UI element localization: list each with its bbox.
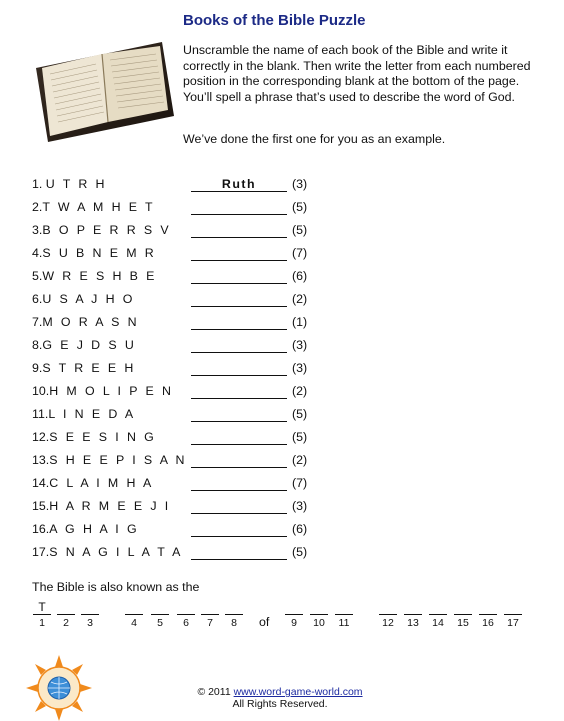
- letter-position: (5): [292, 545, 308, 559]
- letter-position: (3): [292, 177, 308, 191]
- website-link[interactable]: www.word-game-world.com: [233, 686, 363, 698]
- answer-blank[interactable]: [191, 338, 287, 353]
- phrase-slot-2[interactable]: 2: [57, 600, 75, 630]
- puzzle-row-2: [32, 200, 362, 223]
- puzzle-row-11: [32, 407, 362, 430]
- puzzle-clue: 1. U T R H: [32, 177, 107, 191]
- puzzle-clue: 16.A G H A I G: [32, 522, 139, 536]
- phrase-slot-11[interactable]: 11: [335, 600, 353, 630]
- answer-blank[interactable]: [191, 223, 287, 238]
- puzzle-row-14: [32, 476, 362, 499]
- answer-blank[interactable]: [191, 384, 287, 399]
- phrase-slot-15[interactable]: 15: [454, 600, 472, 630]
- puzzle-clue: 15.H A R M E E J I: [32, 499, 171, 513]
- puzzle-row-17: [32, 545, 362, 568]
- letter-position: (5): [292, 407, 308, 421]
- phrase-slot-10[interactable]: 10: [310, 600, 328, 630]
- example-note: We’ve done the first one for you as an example.: [183, 132, 446, 146]
- letter-position: (3): [292, 361, 308, 375]
- phrase-prompt: The Bible is also known as the: [32, 580, 200, 594]
- phrase-slot-3[interactable]: 3: [81, 600, 99, 630]
- instructions-text: Unscramble the name of each book of the Bible and write it correctly in the blank. Then write the letter from each numbered position in the corresponding blank at the bottom of the page. You’ll spell a phrase that’s used to describe the word of God.: [183, 43, 531, 104]
- phrase-slot-6[interactable]: 6: [177, 600, 195, 630]
- phrase-slot-17[interactable]: 17: [504, 600, 522, 630]
- puzzle-row-13: [32, 453, 362, 476]
- phrase-slot-4[interactable]: 4: [125, 600, 143, 630]
- puzzle-clue: 10.H M O L I P E N: [32, 384, 174, 398]
- answer-blank[interactable]: [191, 522, 287, 537]
- copyright-line: © 2011 www.word-game-world.com: [197, 686, 363, 698]
- puzzle-row-10: [32, 384, 362, 407]
- puzzle-row-9: [32, 361, 362, 384]
- word-game-world-logo: [26, 655, 92, 721]
- answer-blank[interactable]: [191, 315, 287, 330]
- puzzle-clue: 6.U S A J H O: [32, 292, 135, 306]
- letter-position: (5): [292, 223, 308, 237]
- phrase-slot-9[interactable]: 9: [285, 600, 303, 630]
- phrase-slot-5[interactable]: 5: [151, 600, 169, 630]
- letter-position: (2): [292, 453, 308, 467]
- puzzle-list: [32, 177, 362, 568]
- puzzle-row-8: [32, 338, 362, 361]
- letter-position: (3): [292, 338, 308, 352]
- answer-blank[interactable]: [191, 545, 287, 560]
- letter-position: (7): [292, 476, 308, 490]
- puzzle-clue: 2.T W A M H E T: [32, 200, 156, 214]
- puzzle-clue: 13.S H E E P I S A N: [32, 453, 187, 467]
- puzzle-row-4: [32, 246, 362, 269]
- answer-blank[interactable]: Ruth: [191, 177, 287, 192]
- puzzle-row-7: [32, 315, 362, 338]
- phrase-slot-8[interactable]: 8: [225, 600, 243, 630]
- answer-blank[interactable]: [191, 292, 287, 307]
- phrase-slot-1[interactable]: T 1: [33, 600, 51, 630]
- puzzle-clue: 8.G E J D S U: [32, 338, 137, 352]
- puzzle-row-6: [32, 292, 362, 315]
- answer-blank[interactable]: [191, 200, 287, 215]
- puzzle-row-3: [32, 223, 362, 246]
- letter-position: (5): [292, 430, 308, 444]
- puzzle-row-15: [32, 499, 362, 522]
- phrase-slot-16[interactable]: 16: [479, 600, 497, 630]
- puzzle-row-1: [32, 177, 362, 200]
- answer-blank[interactable]: [191, 246, 287, 261]
- answer-blank[interactable]: [191, 407, 287, 422]
- answer-blank[interactable]: [191, 361, 287, 376]
- phrase-slot-13[interactable]: 13: [404, 600, 422, 630]
- puzzle-clue: 4.S U B N E M R: [32, 246, 157, 260]
- puzzle-clue: 11.L I N E D A: [32, 407, 136, 421]
- puzzle-clue: 9.S T R E E H: [32, 361, 136, 375]
- puzzle-clue: 14.C L A I M H A: [32, 476, 154, 490]
- answer-blank[interactable]: [191, 430, 287, 445]
- rights-text: All Rights Reserved.: [232, 698, 328, 710]
- page-title: Books of the Bible Puzzle: [183, 12, 366, 29]
- puzzle-clue: 12.S E E S I N G: [32, 430, 157, 444]
- phrase-slot-7[interactable]: 7: [201, 600, 219, 630]
- answer-blank[interactable]: [191, 476, 287, 491]
- of-word: of: [259, 615, 270, 629]
- phrase-slot-12[interactable]: 12: [379, 600, 397, 630]
- puzzle-clue: 17.S N A G I L A T A: [32, 545, 183, 559]
- letter-position: (3): [292, 499, 308, 513]
- answer-blank[interactable]: [191, 269, 287, 284]
- puzzle-row-16: [32, 522, 362, 545]
- phrase-answer: [0, 600, 564, 650]
- puzzle-clue: 5.W R E S H B E: [32, 269, 157, 283]
- puzzle-row-12: [32, 430, 362, 453]
- puzzle-clue: 7.M O R A S N: [32, 315, 139, 329]
- answer-blank[interactable]: [191, 499, 287, 514]
- letter-position: (1): [292, 315, 308, 329]
- letter-position: (5): [292, 200, 308, 214]
- letter-position: (7): [292, 246, 308, 260]
- puzzle-row-5: [32, 269, 362, 292]
- letter-position: (6): [292, 522, 308, 536]
- phrase-slot-14[interactable]: 14: [429, 600, 447, 630]
- letter-position: (2): [292, 292, 308, 306]
- puzzle-clue: 3.B O P E R R S V: [32, 223, 172, 237]
- open-bible-image: [30, 38, 176, 144]
- letter-position: (2): [292, 384, 308, 398]
- footer: [150, 686, 410, 710]
- answer-blank[interactable]: [191, 453, 287, 468]
- letter-position: (6): [292, 269, 308, 283]
